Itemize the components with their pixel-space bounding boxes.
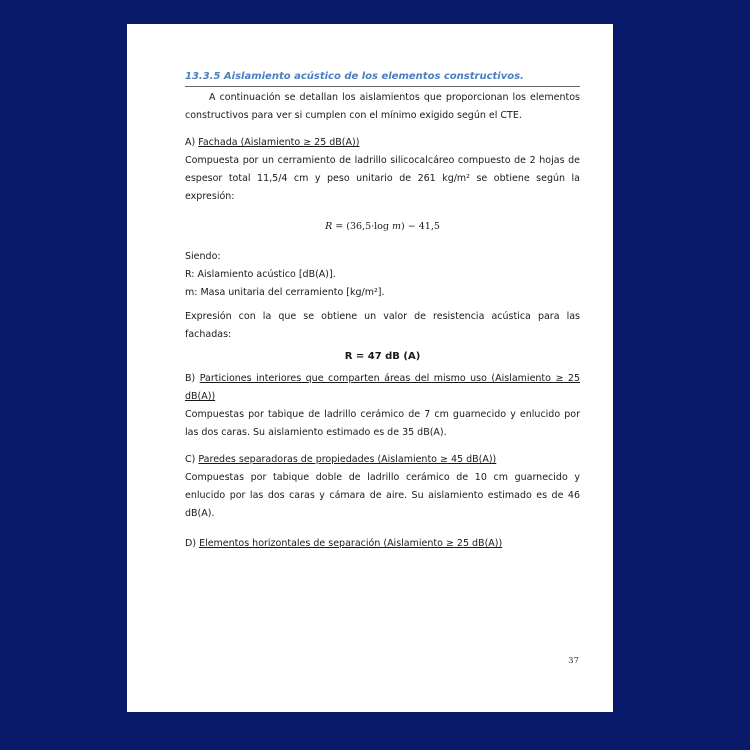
section-heading: 13.3.5 Aislamiento acústico de los elementos constructivos. <box>185 70 580 87</box>
section-d-title: Elementos horizontales de separación (Aislamiento ≥ 25 dB(A)) <box>199 538 503 549</box>
formula: R = (36,5·log m) − 41,5 <box>325 221 440 232</box>
section-a-body: Compuesta por un cerramiento de ladrillo silicocalcáreo compuesto de 2 hojas de espesor total 11,5/4 cm y peso unitario de 261 kg/m² se obtiene según la expresión: <box>185 155 580 202</box>
section-a-heading <box>185 134 580 152</box>
section-b-body: Compuestas por tabique de ladrillo cerámico de 7 cm guarnecido y enlucido por las dos caras. Su aislamiento estimado es de 35 dB(A). <box>185 409 580 438</box>
definition-r: R: Aislamiento acústico [dB(A)]. <box>185 269 336 280</box>
intro-paragraph: A continuación se detallan los aislamientos que proporcionan los elementos constructivos para ver si cumplen con el mínimo exigido según el CTE. <box>185 92 580 121</box>
section-c-heading <box>185 451 580 469</box>
section-d-heading <box>185 535 580 553</box>
section-c-title: Paredes separadoras de propiedades (Aislamiento ≥ 45 dB(A)) <box>198 454 497 465</box>
siendo-label: Siendo: <box>185 251 221 262</box>
result-value: R = 47 dB (A) <box>344 351 421 362</box>
expression-text: Expresión con la que se obtiene un valor de resistencia acústica para las fachadas: <box>185 311 580 340</box>
section-c-label: C) <box>185 454 196 465</box>
section-b-label: B) <box>185 373 196 384</box>
section-a-label: A) <box>185 137 196 148</box>
page-number: 37 <box>568 656 579 666</box>
section-d-label: D) <box>185 538 197 549</box>
document-page <box>127 24 613 712</box>
section-c-body: Compuestas por tabique doble de ladrillo cerámico de 10 cm guarnecido y enlucido por las dos caras y cámara de aire. Su aislamiento estimado es de 46 dB(A). <box>185 472 580 519</box>
section-b-title: Particiones interiores que comparten áreas del mismo uso (Aislamiento ≥ 25 dB(A)) <box>185 373 580 402</box>
definition-m: m: Masa unitaria del cerramiento [kg/m²]. <box>185 287 385 298</box>
section-a-title: Fachada (Aislamiento ≥ 25 dB(A)) <box>198 137 360 148</box>
section-b-heading <box>185 370 580 406</box>
